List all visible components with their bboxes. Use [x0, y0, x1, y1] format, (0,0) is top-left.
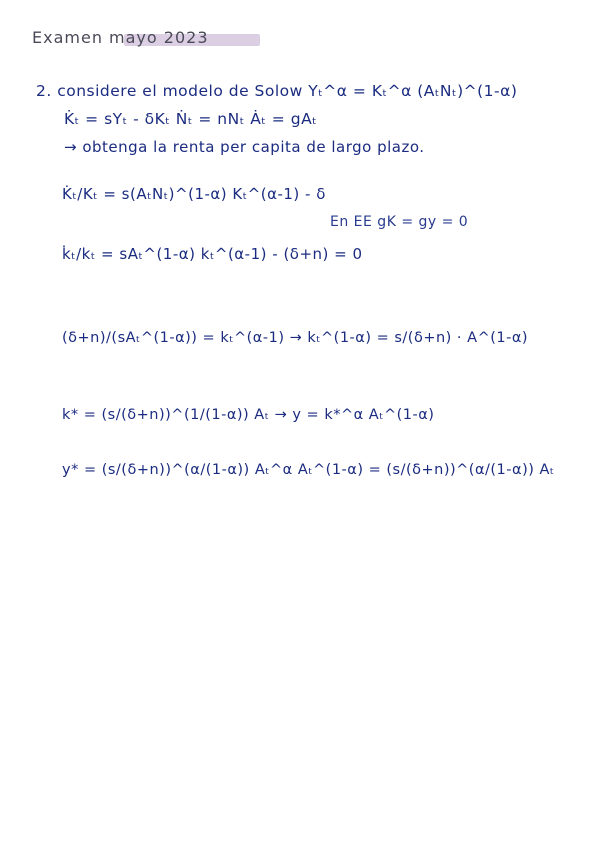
problem-statement-line3: → obtenga la renta per capita de largo plazo.: [64, 138, 425, 156]
growth-equation-k: k̇ₜ/kₜ = sAₜ^(1-α) kₜ^(α-1) - (δ+n) = 0: [62, 245, 363, 263]
exam-title: Examen mayo 2023: [32, 28, 209, 47]
steady-state-k-equation: (δ+n)/(sAₜ^(1-α)) = kₜ^(α-1) → kₜ^(1-α) = s/(δ+n) · A^(1-α): [62, 330, 529, 346]
exam-title-block: [32, 28, 209, 50]
problem-statement-line2: K̇ₜ = sYₜ - δKₜ Ṅₜ = nNₜ Ȧₜ = gAₜ: [64, 110, 318, 128]
capital-steady-state: k* = (s/(δ+n))^(1/(1-α)) Aₜ → y = k*^α Aₜ^(1-α): [62, 407, 435, 423]
steady-state-note: En EE gK = gy = 0: [330, 214, 469, 230]
growth-equation-K: K̇ₜ/Kₜ = s(AₜNₜ)^(1-α) Kₜ^(α-1) - δ: [62, 185, 326, 203]
output-steady-state: y* = (s/(δ+n))^(α/(1-α)) Aₜ^α Aₜ^(1-α) = (s/(δ+n))^(α/(1-α)) Aₜ: [62, 462, 555, 478]
problem-statement-line1: 2. considere el modelo de Solow Yₜ^α = Kₜ^α (AₜNₜ)^(1-α): [36, 82, 518, 100]
